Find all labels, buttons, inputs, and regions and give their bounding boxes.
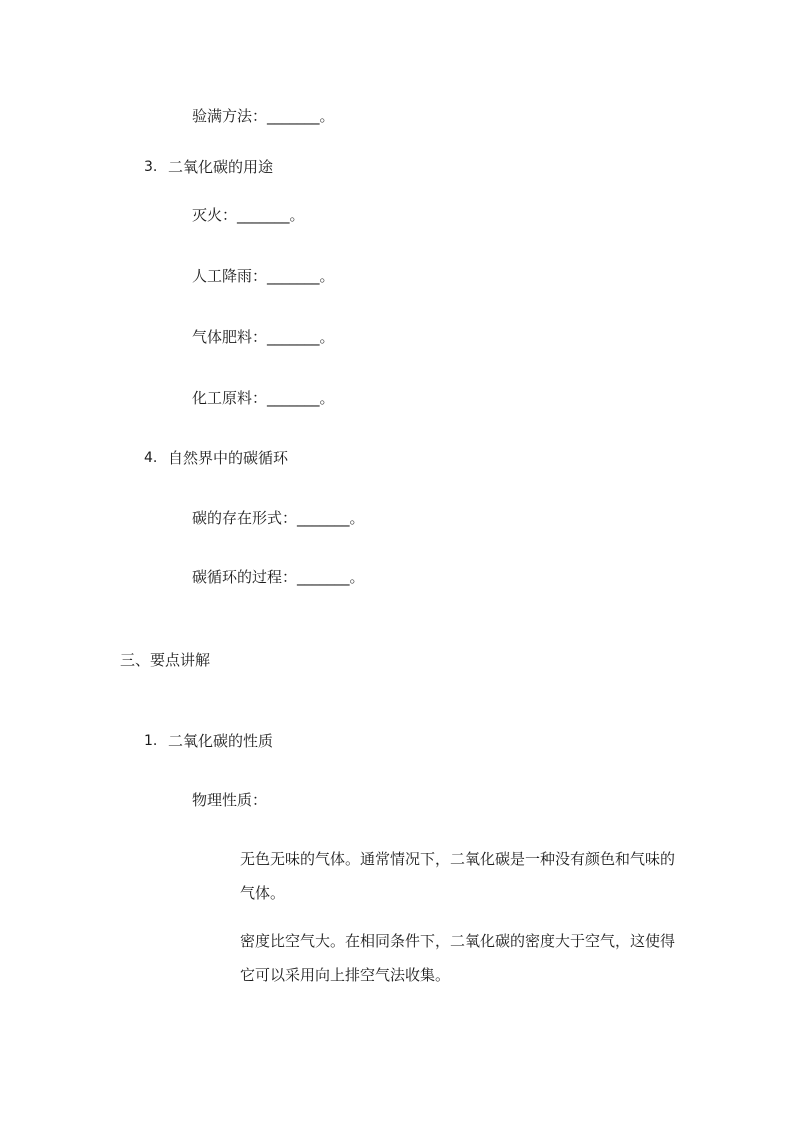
- subheading-physical: 物理性质：: [192, 791, 268, 809]
- section-heading: 三、要点讲解: [120, 651, 211, 669]
- list-title: 自然界中的碳循环: [168, 449, 289, 467]
- paragraph-density: 密度比空气大。在相同条件下，二氧化碳的密度大于空气，这使得它可以采用向上排空气法收集。: [240, 932, 676, 984]
- fill-line-fertilizer: 气体肥料：_______。: [192, 328, 335, 346]
- fill-line-chemical: 化工原料：_______。: [192, 389, 335, 407]
- fill-line-gas-check: 验满方法：_______。: [192, 107, 335, 125]
- list-number: 1.: [144, 733, 158, 749]
- fill-line-fire: 灭火：_______。: [192, 206, 305, 224]
- list-number: 3.: [144, 159, 158, 175]
- fill-line-carbon-cycle: 碳循环的过程：_______。: [192, 568, 365, 586]
- list-number: 4.: [144, 450, 158, 466]
- paragraph-colorless: 无色无味的气体。通常情况下，二氧化碳是一种没有颜色和气味的气体。: [240, 850, 676, 902]
- list-title: 二氧化碳的性质: [168, 732, 274, 750]
- list-title: 二氧化碳的用途: [168, 158, 274, 176]
- fill-line-rain: 人工降雨：_______。: [192, 267, 335, 285]
- fill-line-carbon-forms: 碳的存在形式：_______。: [192, 509, 365, 527]
